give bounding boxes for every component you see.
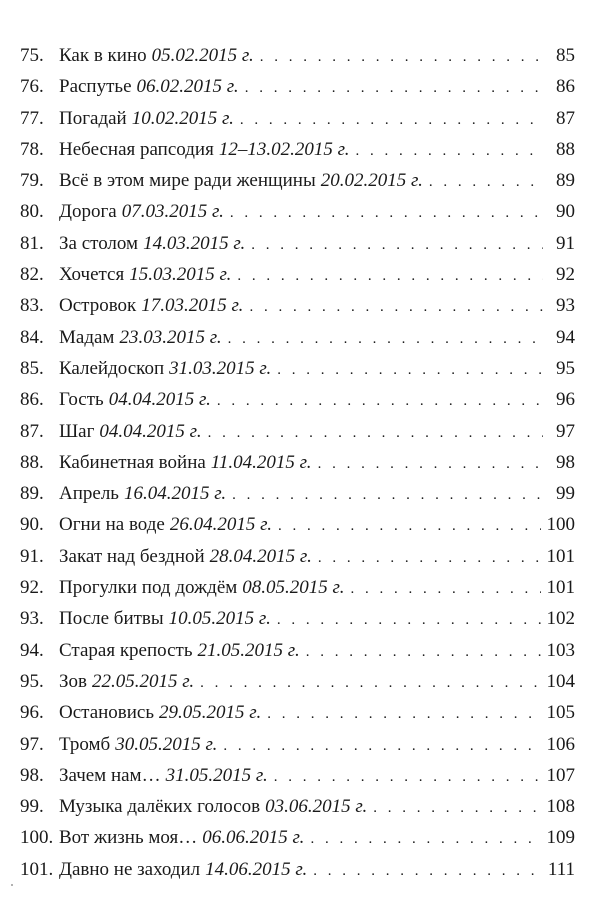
entry-line — [59, 103, 575, 136]
dot-leader — [260, 42, 543, 73]
entry-page-number: 101 — [546, 545, 575, 567]
entry-date: 23.03.2015 г. — [119, 326, 222, 348]
entry-number: 97. — [20, 733, 44, 755]
entry-page-number: 102 — [546, 608, 575, 630]
dot-leader — [310, 824, 540, 855]
entry-line — [59, 447, 575, 480]
entry-line — [59, 822, 575, 855]
toc-entry — [0, 228, 595, 259]
entry-page-number: 94 — [556, 326, 575, 348]
entry-page-number: 103 — [546, 639, 575, 661]
entry-line — [59, 509, 575, 542]
entry-title: Музыка далёких голосов — [59, 796, 261, 818]
entry-title: Огни на воде — [59, 514, 165, 536]
dot-leader — [223, 731, 540, 762]
toc-entry — [0, 478, 595, 509]
entry-line — [59, 478, 575, 511]
entry-date: 14.06.2015 г. — [205, 858, 308, 880]
entry-line — [59, 353, 575, 386]
entry-title: Тромб — [59, 733, 111, 755]
dot-leader — [249, 292, 543, 323]
toc-entry — [0, 40, 595, 71]
dot-leader — [277, 355, 543, 386]
toc-entry — [0, 697, 595, 728]
toc-entry — [0, 416, 595, 447]
dot-leader — [232, 480, 543, 511]
entry-date: 05.02.2015 г. — [151, 45, 254, 66]
entry-title: Всё в этом мире ради женщины — [59, 170, 316, 192]
entry-title: Прогулки под дождём — [59, 577, 238, 599]
entry-number: 82. — [20, 264, 44, 286]
entry-date: 31.05.2015 г. — [165, 764, 268, 786]
entry-page-number: 105 — [546, 702, 575, 724]
entry-title: Апрель — [59, 483, 119, 505]
toc-entry — [0, 134, 595, 165]
entry-line — [59, 134, 575, 167]
entry-number: 92. — [20, 577, 44, 599]
entry-page-number: 85 — [556, 45, 575, 66]
dot-leader — [429, 167, 543, 198]
entry-page-number: 101 — [546, 577, 575, 599]
dot-leader — [277, 605, 541, 636]
entry-title: Небесная рапсодия — [59, 138, 214, 160]
entry-date: 06.06.2015 г. — [202, 827, 305, 849]
entry-number: 93. — [20, 608, 44, 630]
entry-line — [59, 384, 575, 417]
entry-title: Калейдоскоп — [59, 357, 165, 379]
entry-line — [59, 165, 575, 198]
dot-leader — [217, 386, 543, 417]
entry-date: 26.04.2015 г. — [169, 514, 273, 536]
entry-number: 89. — [20, 483, 44, 505]
entry-number: 75. — [20, 45, 44, 66]
entry-number: 100. — [20, 827, 54, 849]
entry-page-number: 87 — [556, 107, 575, 129]
entry-title: Дорога — [59, 201, 117, 223]
dot-leader — [373, 793, 540, 824]
entry-number: 81. — [20, 232, 44, 254]
paper-speck — [11, 884, 13, 886]
dot-leader — [245, 73, 543, 104]
entry-line — [59, 635, 575, 668]
entry-page-number: 96 — [556, 389, 575, 411]
toc-entry — [0, 196, 595, 227]
dot-leader — [228, 324, 543, 355]
toc-entry — [0, 447, 595, 478]
entry-title: Зов — [59, 670, 87, 692]
entry-number: 76. — [20, 76, 44, 98]
toc-entry — [0, 509, 595, 540]
dot-leader — [306, 637, 541, 668]
toc-entry — [0, 729, 595, 760]
entry-title: Хочется — [59, 264, 125, 286]
entry-page-number: 107 — [546, 764, 575, 786]
entry-date: 28.04.2015 г. — [209, 545, 312, 567]
entry-line — [59, 322, 575, 355]
toc-entry — [0, 290, 595, 321]
dot-leader — [267, 699, 540, 730]
toc-entry — [0, 854, 595, 885]
entry-page-number: 88 — [556, 138, 575, 160]
entry-title: За столом — [59, 232, 139, 254]
entry-title: Зачем нам… — [59, 764, 161, 786]
entry-line — [59, 196, 575, 229]
dot-leader — [274, 762, 541, 793]
dot-leader — [208, 418, 543, 449]
entry-number: 85. — [20, 357, 44, 379]
entry-page-number: 92 — [556, 264, 575, 286]
entry-page-number: 93 — [556, 295, 575, 317]
toc-entry — [0, 322, 595, 353]
entry-page-number: 90 — [556, 201, 575, 223]
toc-entry — [0, 666, 595, 697]
table-of-contents — [0, 40, 595, 885]
entry-number: 87. — [20, 420, 44, 442]
dot-leader — [200, 668, 540, 699]
entry-title: Шаг — [59, 420, 95, 442]
entry-title: Давно не заходил — [59, 858, 201, 880]
entry-date: 11.04.2015 г. — [210, 451, 312, 473]
entry-title: Старая крепость — [59, 639, 193, 661]
entry-number: 91. — [20, 545, 44, 567]
entry-page-number: 86 — [556, 76, 575, 98]
toc-entry — [0, 353, 595, 384]
entry-title: Закат над бездной — [59, 545, 205, 567]
entry-date: 22.05.2015 г. — [92, 670, 195, 692]
entry-number: 96. — [20, 702, 44, 724]
toc-entry — [0, 384, 595, 415]
dot-leader — [240, 105, 543, 136]
entry-page-number: 108 — [546, 796, 575, 818]
entry-date: 30.05.2015 г. — [115, 733, 218, 755]
toc-entry — [0, 165, 595, 196]
entry-title: Вот жизнь моя… — [59, 827, 198, 849]
toc-entry — [0, 822, 595, 853]
entry-date: 15.03.2015 г. — [129, 264, 232, 286]
entry-page-number: 109 — [546, 827, 575, 849]
entry-date: 08.05.2015 г. — [242, 577, 345, 599]
entry-date: 03.06.2015 г. — [265, 796, 368, 818]
toc-entry — [0, 541, 595, 572]
entry-date: 10.05.2015 г. — [168, 608, 271, 630]
entry-number: 77. — [20, 107, 44, 129]
entry-number: 88. — [20, 451, 44, 473]
toc-entry — [0, 71, 595, 102]
entry-number: 78. — [20, 138, 44, 160]
dot-leader — [350, 574, 540, 605]
entry-title: Погадай — [59, 107, 127, 129]
entry-number: 101. — [20, 858, 54, 880]
entry-title: После битвы — [59, 608, 164, 630]
entry-line — [59, 290, 575, 323]
entry-date: 20.02.2015 г. — [320, 170, 423, 192]
entry-number: 84. — [20, 326, 44, 348]
entry-line — [59, 572, 575, 605]
entry-line — [59, 416, 575, 449]
entry-number: 83. — [20, 295, 44, 317]
entry-number: 79. — [20, 170, 44, 192]
entry-line — [59, 666, 575, 699]
entry-number: 99. — [20, 796, 44, 818]
entry-page-number: 106 — [546, 733, 575, 755]
entry-page-number: 99 — [556, 483, 575, 505]
toc-entry — [0, 103, 595, 134]
dot-leader — [251, 230, 543, 261]
entry-line — [59, 791, 575, 824]
entry-date: 06.02.2015 г. — [136, 76, 239, 98]
entry-page-number: 91 — [556, 232, 575, 254]
entry-line — [59, 541, 575, 574]
entry-page-number: 100 — [546, 514, 575, 536]
entry-number: 98. — [20, 764, 44, 786]
entry-page-number: 104 — [546, 670, 575, 692]
entry-date: 31.03.2015 г. — [169, 357, 272, 379]
entry-page-number: 89 — [556, 170, 575, 192]
toc-entry — [0, 259, 595, 290]
entry-title: Распутье — [59, 76, 132, 98]
toc-entry — [0, 760, 595, 791]
entry-number: 95. — [20, 670, 44, 692]
entry-title: Гость — [59, 389, 104, 411]
entry-date: 04.04.2015 г. — [99, 420, 202, 442]
dot-leader — [355, 136, 543, 167]
dot-leader — [237, 261, 543, 292]
entry-number: 90. — [20, 514, 44, 536]
toc-entry — [0, 572, 595, 603]
toc-entry — [0, 791, 595, 822]
entry-date: 14.03.2015 г. — [143, 232, 246, 254]
entry-date: 21.05.2015 г. — [197, 639, 300, 661]
entry-line — [59, 71, 575, 104]
entry-title: Как в кино — [59, 45, 147, 66]
entry-line — [59, 259, 575, 292]
entry-page-number: 98 — [556, 451, 575, 473]
entry-number: 86. — [20, 389, 44, 411]
entry-title: Кабинетная война — [59, 451, 206, 473]
entry-date: 17.03.2015 г. — [141, 295, 244, 317]
entry-title: Мадам — [59, 326, 115, 348]
toc-entry — [0, 635, 595, 666]
entry-line — [59, 228, 575, 261]
entry-line — [59, 729, 575, 762]
dot-leader — [313, 856, 542, 887]
dot-leader — [318, 543, 541, 574]
entry-page-number: 95 — [556, 357, 575, 379]
entry-number: 80. — [20, 201, 44, 223]
entry-date: 04.04.2015 г. — [108, 389, 211, 411]
entry-title: Остановись — [59, 702, 155, 724]
entry-page-number: 97 — [556, 420, 575, 442]
dot-leader — [230, 198, 543, 229]
entry-number: 94. — [20, 639, 44, 661]
entry-line — [59, 760, 575, 793]
entry-date: 29.05.2015 г. — [159, 702, 262, 724]
dot-leader — [318, 449, 543, 480]
toc-entry — [0, 603, 595, 634]
entry-page-number: 111 — [547, 858, 575, 880]
entry-date: 10.02.2015 г. — [131, 107, 234, 129]
entry-date: 07.03.2015 г. — [121, 201, 224, 223]
entry-line — [59, 697, 575, 730]
entry-date: 12–13.02.2015 г. — [218, 138, 350, 160]
entry-date: 16.04.2015 г. — [123, 483, 227, 505]
entry-line — [59, 854, 575, 887]
dot-leader — [278, 511, 540, 542]
entry-line — [59, 40, 575, 73]
entry-line — [59, 603, 575, 636]
entry-title: Островок — [59, 295, 137, 317]
